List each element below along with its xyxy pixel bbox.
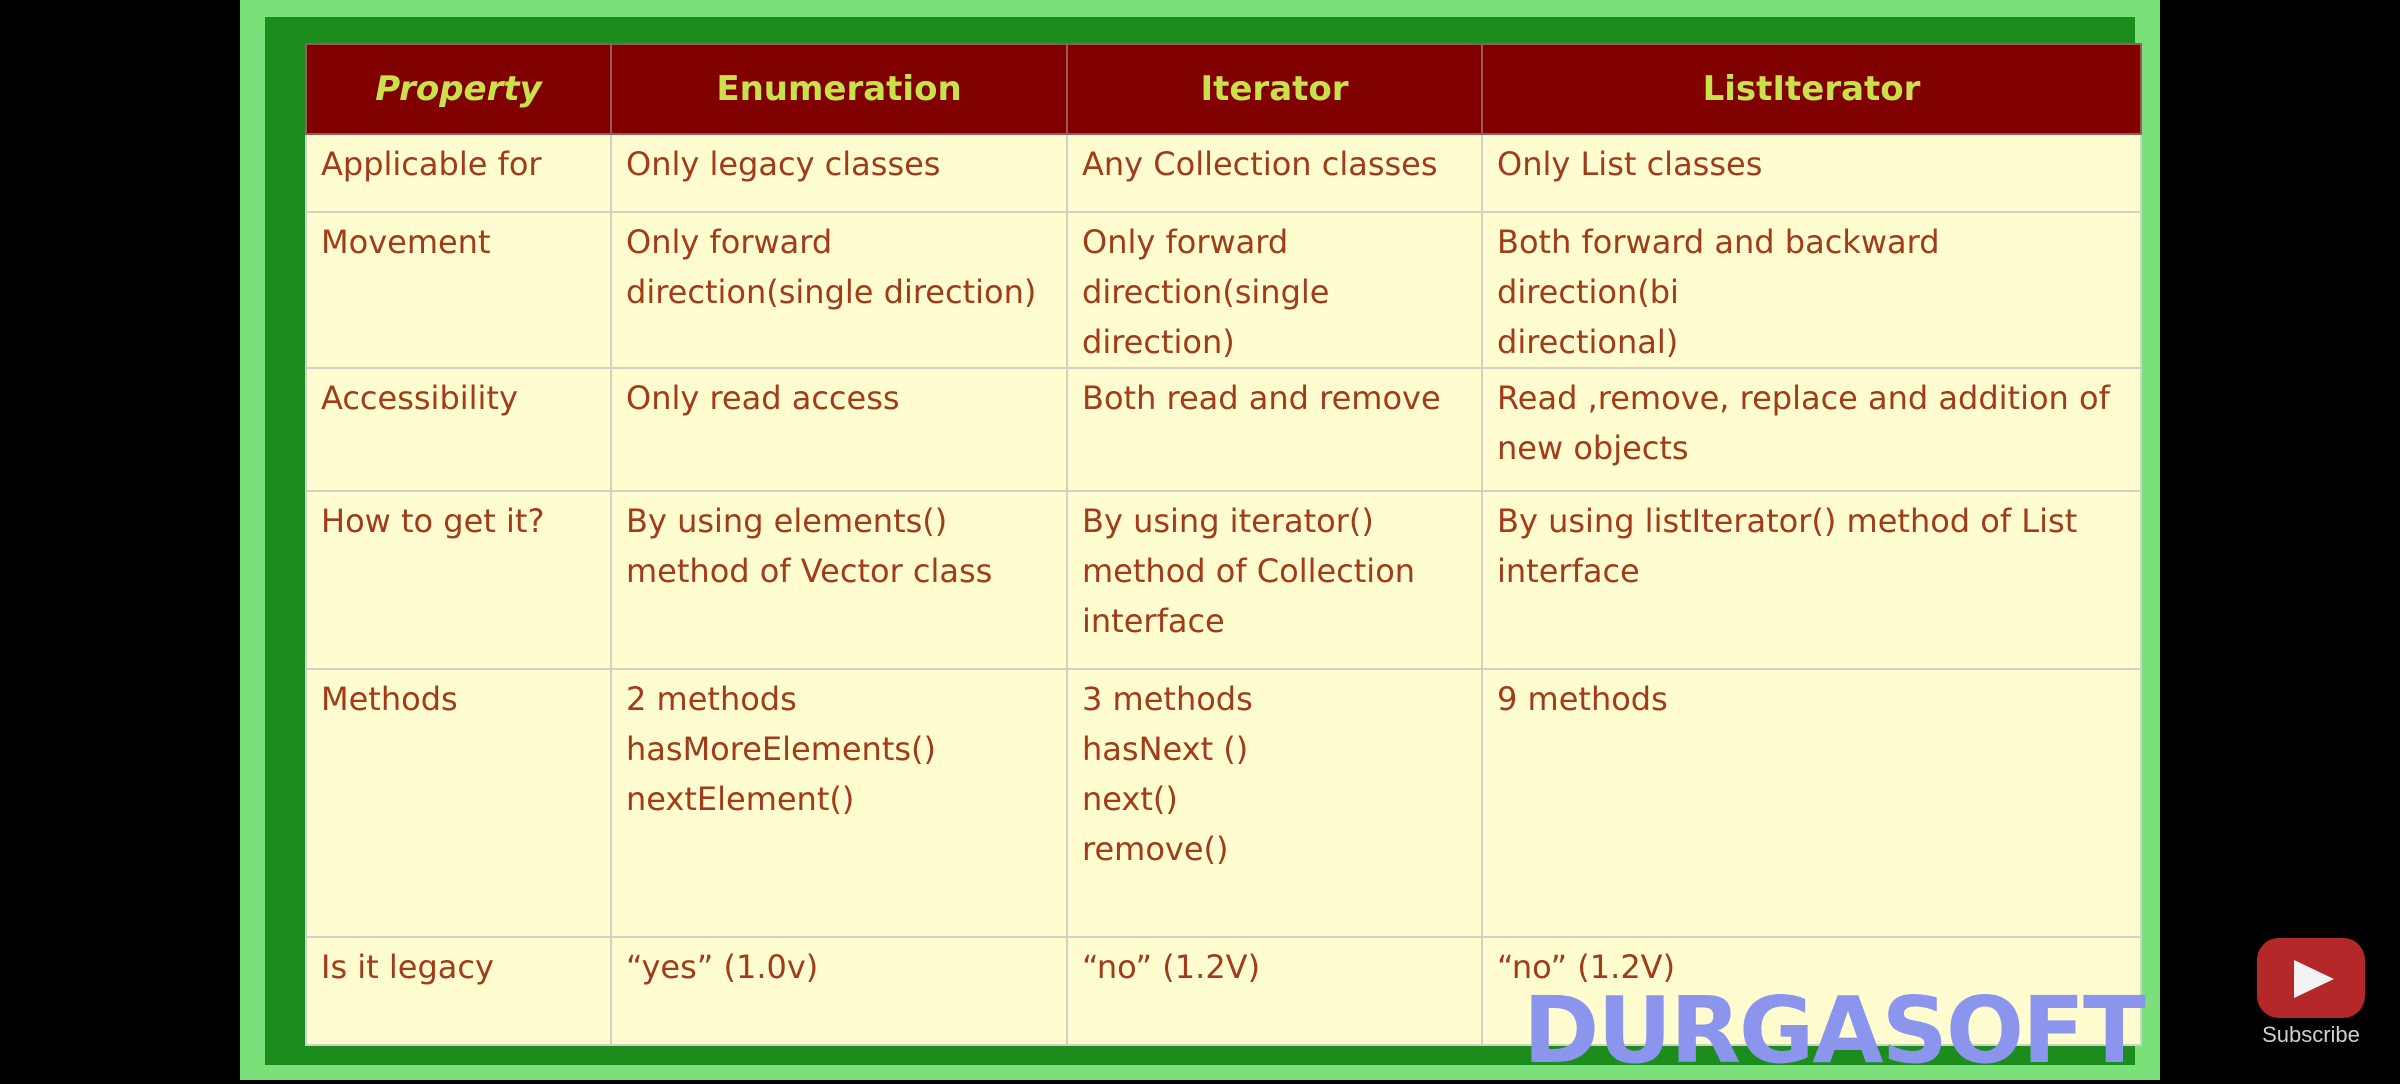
header-iterator: Iterator [1067,44,1482,134]
table-cell: By using iterator() method of Collection interface [1067,491,1482,669]
table-cell: Movement [306,212,611,368]
table-cell: By using listIterator() method of List interface [1482,491,2141,669]
table-cell: 9 methods [1482,669,2141,937]
table-header-row [306,44,2141,134]
table-row-applicable-for [306,134,2141,212]
subscribe-label: Subscribe [2262,1022,2360,1047]
table-cell: Only read access [611,368,1067,491]
table-cell: Only forward direction(single direction) [1067,212,1482,368]
table-row-movement [306,212,2141,368]
table-cell: Is it legacy [306,937,611,1045]
table-cell: “yes” (1.0v) [611,937,1067,1045]
table-cell: By using elements() method of Vector class [611,491,1067,669]
table-row-methods [306,669,2141,937]
table-cell: How to get it? [306,491,611,669]
header-listiterator: ListIterator [1482,44,2141,134]
table-cell: Only legacy classes [611,134,1067,212]
table-cell: Methods [306,669,611,937]
table-cell: Both forward and backward direction(bi directional) [1482,212,2141,368]
table-row-how-to-get [306,491,2141,669]
table-cell: “no” (1.2V) [1067,937,1482,1045]
slide-inner-border [265,17,2135,1065]
durgasoft-watermark: DURGASOFT [1523,977,2144,1084]
subscribe-button[interactable] [2256,938,2366,1048]
header-property: Property [306,44,611,134]
table-cell: Accessibility [306,368,611,491]
table-cell: Only forward direction(single direction) [611,212,1067,368]
table-cell: 2 methods hasMoreElements() nextElement() [611,669,1067,937]
table-cell: Any Collection classes [1067,134,1482,212]
table-cell: Both read and remove [1067,368,1482,491]
table-cell: 3 methods hasNext () next() remove() [1067,669,1482,937]
table-row-accessibility [306,368,2141,491]
header-enumeration: Enumeration [611,44,1067,134]
slide-frame [240,0,2160,1084]
comparison-table [305,43,2142,1046]
table-cell: Only List classes [1482,134,2141,212]
table-cell: Applicable for [306,134,611,212]
table-cell: “no” (1.2V) [1482,937,2141,1045]
table-cell: Read ,remove, replace and addition of new objects [1482,368,2141,491]
play-icon [2257,938,2365,1018]
